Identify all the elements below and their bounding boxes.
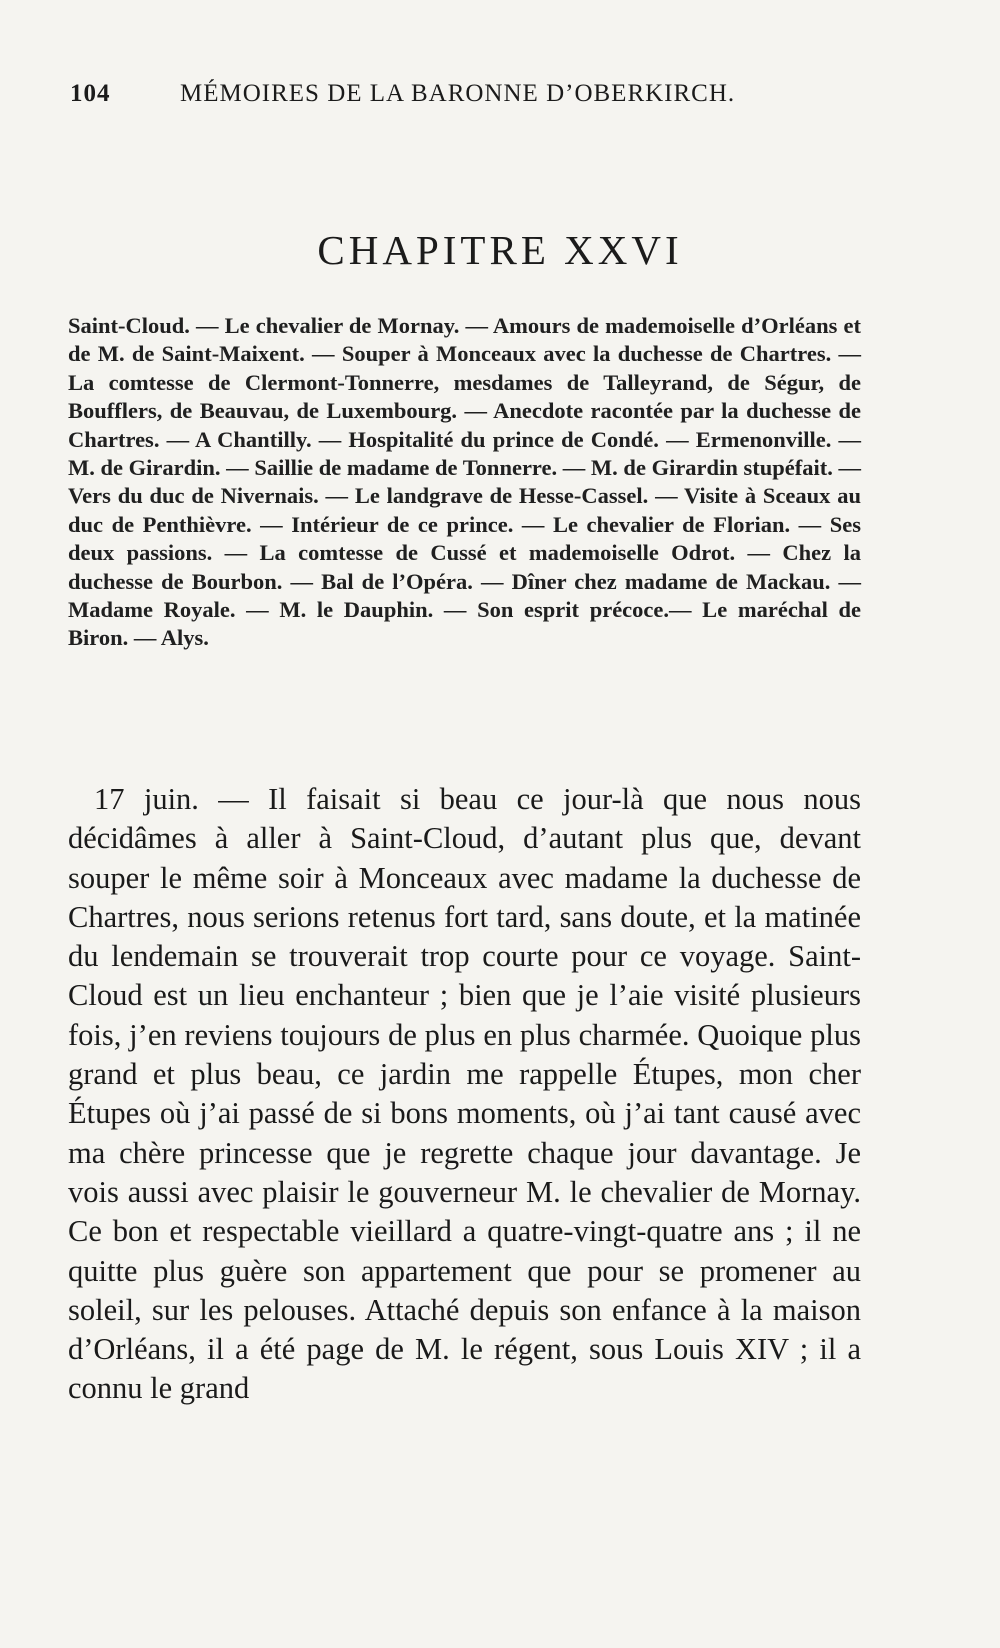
- page-number: 104: [70, 80, 111, 107]
- entry-date: 17 juin.: [94, 782, 199, 816]
- chapter-summary: Saint-Cloud. — Le chevalier de Mornay. — Amours de mademoiselle d’Orléans et de M. de Saint-Maixent. — Souper à Monceaux avec la duchesse de Chartres. — La comtesse de Clermont-Tonnerre, mesdames de Talleyrand, de Ségur, de Boufflers, de Beauvau, de Luxembourg. — Anecdote racontée par la duchesse de Chartres. — A Chantilly. — Hospitalité du prince de Condé. — Ermenonville. — M. de Girardin. — Saillie de madame de Tonnerre. — M. de Girardin stupéfait. — Vers du duc de Nivernais. — Le landgrave de Hesse-Cassel. — Visite à Sceaux au duc de Penthièvre. — Intérieur de ce prince. — Le chevalier de Florian. — Ses deux passions. — La comtesse de Cussé et mademoiselle Odrot. — Chez la duchesse de Bourbon. — Bal de l’Opéra. — Dîner chez madame de Mackau. — Madame Royale. — M. le Dauphin. — Son esprit précoce.— Le maréchal de Biron. — Alys.: [68, 313, 861, 651]
- chapter-title: CHAPITRE XXVI: [317, 227, 683, 273]
- body-paragraph: [68, 780, 861, 1409]
- body-text: — Il faisait si beau ce jour-là que nous nous décidâmes à aller à Saint-Cloud, d’autant plus que, devant souper le même soir à Monceaux avec madame la duchesse de Chartres, nous serions retenus fort tard, sans doute, et la matinée du lendemain se trouverait trop courte pour ce voyage. Saint-Cloud est un lieu enchanteur ; bien que je l’aie visité plusieurs fois, j’en reviens toujours de plus en plus charmée. Quoique plus grand et plus beau, ce jardin me rappelle Étupes, mon cher Étupes où j’ai passé de si bons moments, où j’ai tant causé avec ma chère princesse que je regrette chaque jour davantage. Je vois aussi avec plaisir le gouverneur M. le chevalier de Mornay. Ce bon et respectable vieillard a quatre-vingt-quatre ans ; il ne quitte plus guère son appartement que pour se promener au soleil, sur les pelouses. Attaché depuis son enfance à la maison d’Orléans, il a été page de M. le régent, sous Louis XIV ; il a connu le grand: [68, 782, 861, 1406]
- book-title: MÉMOIRES DE LA BARONNE D’OBERKIRCH.: [180, 80, 736, 107]
- running-head: [70, 80, 930, 120]
